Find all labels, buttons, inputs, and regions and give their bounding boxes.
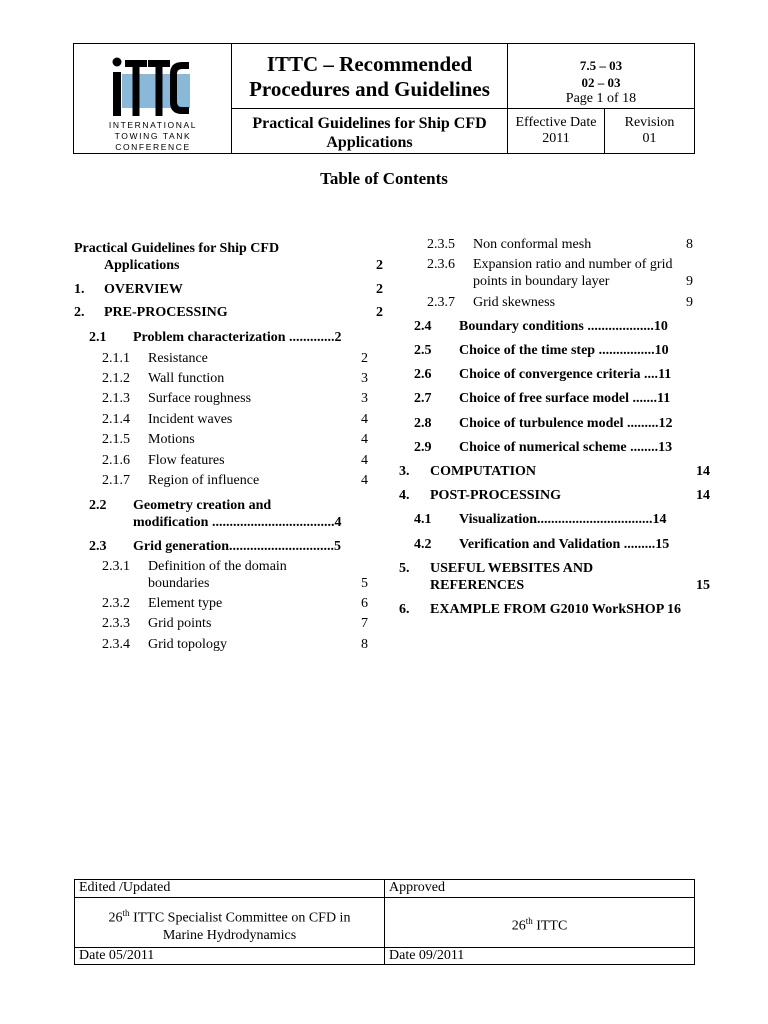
committee-line2: Marine Hydrodynamics xyxy=(162,927,297,943)
toc-section-useful-websites-line1[interactable]: USEFUL WEBSITES AND xyxy=(430,561,594,576)
toc-page: 7 xyxy=(361,616,368,631)
toc-number: 2.9 xyxy=(414,440,432,455)
toc-number: 2.1.5 xyxy=(102,432,130,447)
toc-item-turbulence-model[interactable]: Choice of turbulence model .........12 xyxy=(459,416,673,431)
committee-ordinal: 26 xyxy=(108,910,123,926)
toc-main-title-line2[interactable]: Applications xyxy=(104,258,180,273)
edited-label: Edited /Updated xyxy=(75,880,385,898)
title-cell xyxy=(232,44,508,109)
toc-section-example-g2010[interactable]: EXAMPLE FROM G2010 WorkSHOP 16 xyxy=(430,602,681,617)
toc-number: 2.6 xyxy=(414,367,432,382)
committee-line1 xyxy=(75,905,384,927)
toc-item-surface-roughness[interactable]: Surface roughness xyxy=(148,391,252,406)
footer-table xyxy=(74,879,695,965)
doc-number-cell xyxy=(508,44,694,109)
toc-page: 15 xyxy=(696,578,710,593)
toc-item-time-step[interactable]: Choice of the time step ................10 xyxy=(459,343,669,358)
toc-section-pre-processing[interactable]: PRE-PROCESSING xyxy=(104,305,228,320)
toc-page: 2 xyxy=(361,351,368,366)
approved-by-cell xyxy=(385,898,694,948)
doc-number-line2: 02 – 03 xyxy=(581,75,621,90)
toc-number: 2.1.4 xyxy=(102,412,130,427)
toc-item-boundary-conditions[interactable]: Boundary conditions ...................10 xyxy=(459,319,668,334)
effective-date-label: Effective Date xyxy=(515,115,597,130)
toc-number: 2.1 xyxy=(89,330,107,345)
header-table xyxy=(73,43,695,154)
toc-number: 2.3.4 xyxy=(102,637,130,652)
approved-ordinal: 26 xyxy=(511,918,526,934)
toc-number: 2.3 xyxy=(89,539,107,554)
ittc-logo-icon xyxy=(112,52,190,116)
subtitle-cell xyxy=(232,109,508,153)
revision-value: 01 xyxy=(642,131,657,146)
approved-by: ITTC xyxy=(532,918,568,934)
toc-number: 2.1.2 xyxy=(102,371,130,386)
toc-number: 2.1.6 xyxy=(102,453,130,468)
toc-number: 2.3.5 xyxy=(427,237,455,252)
toc-item-geometry-creation-line1[interactable]: Geometry creation and xyxy=(133,498,272,513)
toc-page: 8 xyxy=(361,637,368,652)
toc-item-grid-skewness[interactable]: Grid skewness xyxy=(473,295,556,310)
toc-item-geometry-creation-line2[interactable]: modification ...................................4 xyxy=(133,515,342,530)
toc-item-visualization[interactable]: Visualization.................................14 xyxy=(459,512,667,527)
toc-page: 2 xyxy=(376,305,383,320)
toc-item-problem-characterization[interactable]: Problem characterization .............2 xyxy=(133,330,342,345)
toc-number: 2.3.2 xyxy=(102,596,130,611)
toc-number: 2.2 xyxy=(89,498,107,513)
toc-number: 4.1 xyxy=(414,512,432,527)
toc-number: 2. xyxy=(74,305,85,320)
approved-ordinal-suffix: th xyxy=(525,916,533,926)
toc-item-element-type[interactable]: Element type xyxy=(148,596,223,611)
toc-section-overview[interactable]: OVERVIEW xyxy=(104,282,183,297)
toc-item-verification-validation[interactable]: Verification and Validation .........15 xyxy=(459,537,670,552)
toc-item-grid-points[interactable]: Grid points xyxy=(148,616,212,631)
toc-number: 2.5 xyxy=(414,343,432,358)
toc-page: 4 xyxy=(361,453,368,468)
toc-item-flow-features[interactable]: Flow features xyxy=(148,453,225,468)
toc-main-title-line1[interactable]: Practical Guidelines for Ship CFD xyxy=(74,241,280,256)
document-subtitle xyxy=(232,114,507,152)
toc-page: 5 xyxy=(361,576,368,591)
toc-page: 3 xyxy=(361,371,368,386)
toc-page: 9 xyxy=(686,295,693,310)
title-line1: ITTC – Recommended xyxy=(266,52,473,76)
toc-item-motions[interactable]: Motions xyxy=(148,432,195,447)
toc-item-domain-boundaries-line2[interactable]: boundaries xyxy=(148,576,210,591)
toc-number: 1. xyxy=(74,282,85,297)
toc-page: 4 xyxy=(361,412,368,427)
toc-number: 5. xyxy=(399,561,410,576)
toc-item-non-conformal-mesh[interactable]: Non conformal mesh xyxy=(473,237,592,252)
page-of: Page 1 of 18 xyxy=(565,91,637,106)
toc-page: 14 xyxy=(696,488,710,503)
toc-section-useful-websites-line2[interactable]: REFERENCES xyxy=(430,578,525,593)
logo-cell xyxy=(74,44,232,153)
committee-cell xyxy=(75,898,385,948)
revision-label: Revision xyxy=(624,115,675,130)
toc-page: 3 xyxy=(361,391,368,406)
toc-number: 3. xyxy=(399,464,410,479)
toc-page: 4 xyxy=(361,473,368,488)
toc-item-expansion-ratio-line2[interactable]: points in boundary layer xyxy=(473,274,610,289)
logo-text-line3: CONFERENCE xyxy=(115,142,191,152)
toc-number: 2.3.7 xyxy=(427,295,455,310)
toc-item-wall-function[interactable]: Wall function xyxy=(148,371,225,386)
committee-ordinal-suffix: th xyxy=(122,908,130,918)
doc-number-line1: 7.5 – 03 xyxy=(579,58,623,73)
toc-page: 4 xyxy=(361,432,368,447)
toc-item-region-of-influence[interactable]: Region of influence xyxy=(148,473,260,488)
toc-number: 2.3.1 xyxy=(102,559,130,574)
approved-label: Approved xyxy=(385,880,694,898)
toc-page: 2 xyxy=(376,282,383,297)
toc-section-computation[interactable]: COMPUTATION xyxy=(430,464,537,479)
toc-item-grid-generation[interactable]: Grid generation..............................5 xyxy=(133,539,342,554)
toc-title: Table of Contents xyxy=(320,169,448,188)
toc-number: 2.1.3 xyxy=(102,391,130,406)
toc-page: 6 xyxy=(361,596,368,611)
toc-number: 6. xyxy=(399,602,410,617)
toc-page: 8 xyxy=(686,237,693,252)
toc-number: 2.8 xyxy=(414,416,432,431)
title-line2: Procedures and Guidelines xyxy=(249,77,490,101)
toc-number: 4. xyxy=(399,488,410,503)
toc-number: 2.1.7 xyxy=(102,473,130,488)
subtitle-line2: Applications xyxy=(326,134,413,151)
toc-item-incident-waves[interactable]: Incident waves xyxy=(148,412,233,427)
toc-item-resistance[interactable]: Resistance xyxy=(148,351,208,366)
toc-item-numerical-scheme[interactable]: Choice of numerical scheme ........13 xyxy=(459,440,673,455)
toc-item-expansion-ratio-line1[interactable]: Expansion ratio and number of grid xyxy=(473,257,673,272)
effective-date-value: 2011 xyxy=(542,131,570,146)
toc-page: 9 xyxy=(686,274,693,289)
revision-cell xyxy=(605,109,694,153)
toc-number: 2.1.1 xyxy=(102,351,130,366)
date-approved: Date 09/2011 xyxy=(389,948,465,963)
toc-item-domain-boundaries-line1[interactable]: Definition of the domain xyxy=(148,559,287,574)
toc-section-post-processing[interactable]: POST-PROCESSING xyxy=(430,488,561,503)
logo-text-line2: TOWING TANK xyxy=(114,131,192,141)
committee-name: ITTC Specialist Committee on CFD in xyxy=(129,910,351,926)
document-title xyxy=(232,52,507,102)
toc-number: 2.7 xyxy=(414,391,432,406)
toc-number: 2.4 xyxy=(414,319,432,334)
logo-text-line1: INTERNATIONAL xyxy=(108,120,198,130)
toc-item-grid-topology[interactable]: Grid topology xyxy=(148,637,227,652)
subtitle-line1: Practical Guidelines for Ship CFD xyxy=(252,115,487,132)
toc-number: 4.2 xyxy=(414,537,432,552)
toc-page: 2 xyxy=(376,258,383,273)
toc-number: 2.3.6 xyxy=(427,257,455,272)
toc-item-convergence-criteria[interactable]: Choice of convergence criteria ....11 xyxy=(459,367,672,382)
toc-page: 14 xyxy=(696,464,710,479)
toc-number: 2.3.3 xyxy=(102,616,130,631)
toc-item-free-surface-model[interactable]: Choice of free surface model .......11 xyxy=(459,391,671,406)
date-edited: Date 05/2011 xyxy=(75,948,385,964)
effective-date-cell xyxy=(508,109,605,153)
